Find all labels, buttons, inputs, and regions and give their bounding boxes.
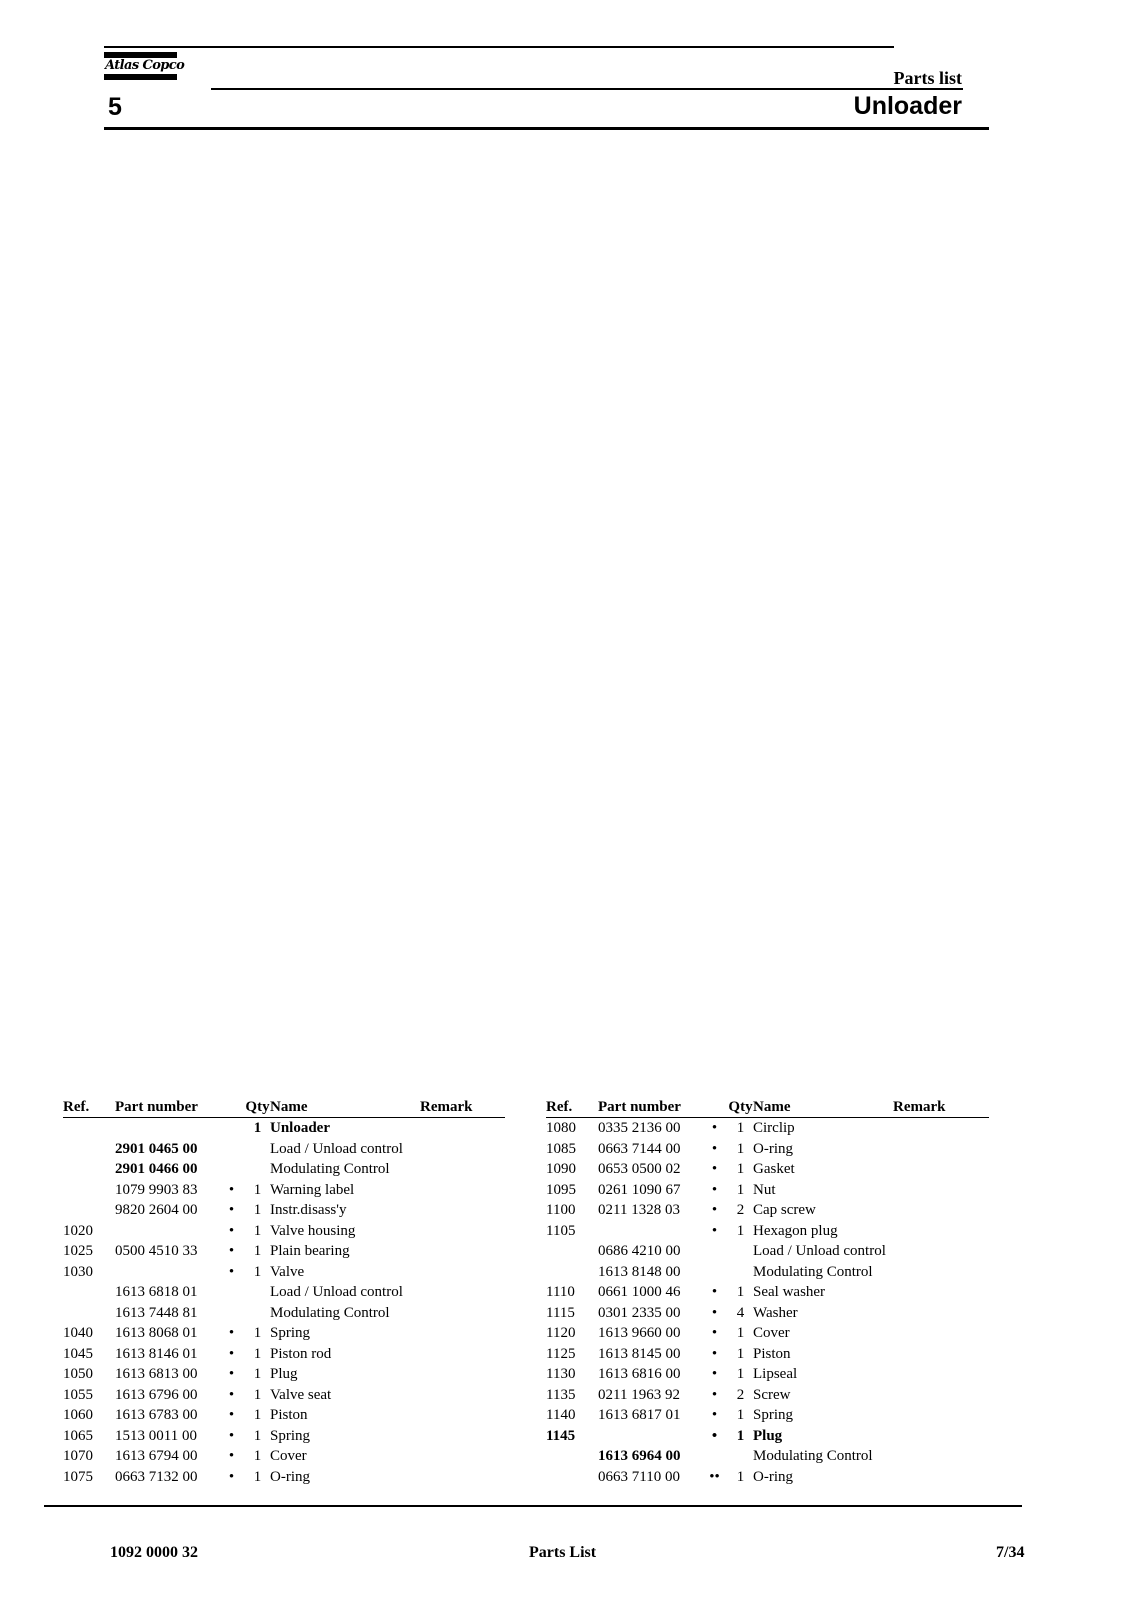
part-number-cell: 9820 2604 00 [115,1202,198,1218]
name-cell: Circlip [753,1120,795,1136]
level-marker: • [711,1222,718,1239]
part-number-cell: 0653 0500 02 [598,1161,681,1177]
col-header-qty: Qty [245,1098,270,1118]
level-marker: • [711,1427,718,1444]
remark-cell [893,1426,989,1447]
ref-cell [63,1200,115,1221]
remark-cell [420,1446,505,1467]
remark-cell [420,1180,505,1201]
table-row [546,1323,989,1344]
ref-cell [63,1118,115,1139]
name-cell: Valve seat [270,1386,332,1403]
header-bottom-rule [104,127,989,130]
ref-cell: 1120 [546,1325,576,1341]
part-number-cell: 1613 6964 00 [598,1448,681,1464]
name-cell: Hexagon plug [753,1222,838,1239]
table-row [546,1241,989,1262]
ref-cell: 1130 [546,1366,576,1382]
part-number-cell: 1613 8146 01 [115,1345,198,1362]
level-marker: • [228,1366,235,1382]
table-row [63,1303,505,1324]
table-row [63,1180,505,1201]
qty-cell: 1 [736,1407,745,1423]
remark-cell [420,1282,505,1303]
qty-cell: 1 [253,1427,262,1444]
ref-cell: 1100 [546,1202,576,1218]
ref-cell: 1045 [63,1345,93,1362]
remark-cell [893,1159,989,1180]
part-number-cell: 1613 8148 00 [598,1263,681,1280]
name-cell: Modulating Control [270,1304,390,1321]
top-rule [104,46,894,48]
name-cell: Spring [270,1427,311,1444]
part-number-cell: 1613 6796 00 [115,1386,198,1403]
part-number-cell [598,1221,701,1242]
remark-cell [893,1385,989,1406]
name-cell: Cap screw [753,1202,816,1218]
qty-cell: 1 [253,1448,262,1464]
part-number-cell: 1613 8145 00 [598,1345,681,1362]
name-cell: Instr.disass'y [270,1202,347,1218]
ref-cell: 1020 [63,1222,93,1239]
part-number-cell: 2901 0466 00 [115,1161,198,1177]
footer-page-number: 7/34 [996,1544,1025,1561]
name-cell: Warning label [270,1181,355,1198]
table-row [546,1221,989,1242]
part-number-cell: 0663 7132 00 [115,1468,198,1485]
level-marker: • [711,1386,718,1403]
remark-cell [420,1139,505,1160]
part-number-cell [115,1221,218,1242]
name-cell: Plain bearing [270,1243,350,1259]
ref-cell [63,1139,115,1160]
name-cell: Lipseal [753,1366,798,1382]
remark-cell [420,1303,505,1324]
part-number-cell [115,1118,218,1139]
part-number-cell: 0663 7144 00 [598,1140,681,1157]
level-marker: • [711,1202,718,1218]
table-row [546,1159,989,1180]
table-row [546,1139,989,1160]
part-number-cell: 0335 2136 00 [598,1120,681,1136]
qty-cell: 1 [736,1140,745,1157]
ref-cell: 1065 [63,1427,93,1444]
level-marker: • [711,1345,718,1362]
ref-cell [546,1262,598,1283]
table-row [546,1467,989,1488]
ref-cell: 1040 [63,1325,93,1341]
remark-cell [420,1262,505,1283]
name-cell: Seal washer [753,1284,826,1300]
table-row [63,1139,505,1160]
remark-cell [893,1180,989,1201]
name-cell: Piston [270,1407,308,1423]
name-cell: Washer [753,1304,798,1321]
level-marker: • [228,1181,235,1198]
part-number-cell: 1613 9660 00 [598,1325,681,1341]
name-cell: Gasket [753,1161,795,1177]
remark-cell [893,1200,989,1221]
level-marker: • [711,1181,718,1198]
remark-cell [420,1405,505,1426]
atlas-copco-logo [104,52,185,80]
footer-center-label: Parts List [529,1544,597,1561]
page-title: Unloader [853,92,962,120]
ref-cell: 1050 [63,1366,93,1382]
name-cell: Modulating Control [753,1448,873,1464]
level-marker: • [228,1427,235,1444]
table-row [63,1282,505,1303]
col-header-part-number: Part number [115,1098,218,1118]
level-marker: • [711,1407,718,1423]
ref-cell [63,1159,115,1180]
level-marker [218,1282,245,1303]
part-number-cell: 0211 1328 03 [598,1202,680,1218]
table-row [63,1446,505,1467]
qty-cell: 1 [253,1243,262,1259]
table-row [63,1364,505,1385]
remark-cell [420,1323,505,1344]
part-number-cell: 1613 7448 81 [115,1304,198,1321]
qty-cell: 1 [253,1468,262,1485]
table-row [63,1159,505,1180]
level-marker: • [228,1202,235,1218]
part-number-cell: 1613 6818 01 [115,1284,198,1300]
remark-cell [420,1241,505,1262]
parts-table-left [63,1098,505,1487]
table-header-row [546,1098,989,1118]
level-marker: • [711,1304,718,1321]
table-row [546,1303,989,1324]
ref-cell: 1060 [63,1407,93,1423]
remark-cell [893,1467,989,1488]
remark-cell [420,1159,505,1180]
col-header-ref: Ref. [546,1098,598,1118]
title-rule [211,88,963,90]
col-header-qty: Qty [728,1098,753,1118]
part-number-cell: 1613 6816 00 [598,1366,681,1382]
ref-cell: 1140 [546,1407,576,1423]
qty-cell: 1 [736,1345,745,1362]
part-number-cell: 0261 1090 67 [598,1181,681,1198]
name-cell: Nut [753,1181,776,1198]
ref-cell: 1070 [63,1448,93,1464]
part-number-cell [598,1426,701,1447]
col-header-ref: Ref. [63,1098,115,1118]
level-marker [701,1446,728,1467]
col-header-part-number: Part number [598,1098,701,1118]
qty-cell: 1 [253,1366,262,1382]
ref-cell: 1075 [63,1468,93,1485]
remark-cell [893,1139,989,1160]
remark-cell [420,1426,505,1447]
table-header-row [63,1098,505,1118]
table-row [63,1200,505,1221]
level-marker: •• [709,1468,720,1485]
remark-cell [893,1446,989,1467]
table-row [63,1405,505,1426]
ref-cell: 1115 [546,1304,575,1321]
ref-cell: 1080 [546,1120,576,1136]
remark-cell [893,1262,989,1283]
table-row [63,1118,505,1139]
level-marker [218,1118,245,1139]
name-cell: Piston [753,1345,791,1362]
qty-cell: 1 [736,1120,745,1136]
qty-cell: 2 [736,1202,745,1218]
part-number-cell: 0663 7110 00 [598,1468,680,1485]
qty-cell [245,1303,270,1324]
name-cell: Screw [753,1386,791,1403]
remark-cell [893,1241,989,1262]
col-header-name: Name [270,1098,420,1118]
remark-cell [420,1344,505,1365]
qty-cell: 1 [736,1366,745,1382]
table-row [546,1180,989,1201]
qty-cell: 1 [253,1325,262,1341]
remark-cell [420,1385,505,1406]
remark-cell [893,1282,989,1303]
name-cell: Load / Unload control [270,1284,403,1300]
part-number-cell: 1613 6813 00 [115,1366,198,1382]
ref-cell [63,1282,115,1303]
name-cell: O-ring [753,1140,793,1157]
remark-cell [893,1303,989,1324]
level-marker: • [228,1325,235,1341]
name-cell: O-ring [753,1468,793,1485]
part-number-cell: 2901 0465 00 [115,1140,198,1157]
qty-cell: 1 [253,1202,262,1218]
ref-cell [63,1303,115,1324]
remark-cell [420,1118,505,1139]
table-row [63,1241,505,1262]
ref-cell [546,1446,598,1467]
ref-cell [63,1180,115,1201]
level-marker: • [711,1325,718,1341]
level-marker: • [228,1345,235,1362]
qty-cell: 1 [736,1181,745,1198]
qty-cell: 1 [736,1161,745,1177]
table-row [546,1262,989,1283]
remark-cell [893,1118,989,1139]
name-cell: Modulating Control [270,1161,390,1177]
remark-cell [893,1344,989,1365]
qty-cell [245,1139,270,1160]
ref-cell: 1110 [546,1284,575,1300]
qty-cell [728,1262,753,1283]
parts-table-right [546,1098,989,1487]
level-marker: • [228,1386,235,1403]
remark-cell [893,1221,989,1242]
ref-cell: 1105 [546,1222,576,1239]
level-marker: • [228,1263,235,1280]
name-cell: Spring [270,1325,311,1341]
col-header-remark: Remark [420,1098,505,1118]
qty-cell: 1 [253,1120,262,1136]
level-marker: • [228,1222,235,1239]
footer-rule [44,1505,1022,1507]
level-marker [218,1139,245,1160]
level-marker [701,1262,728,1283]
ref-cell: 1090 [546,1161,576,1177]
table-row [546,1118,989,1139]
name-cell: Cover [270,1448,307,1464]
part-number-cell: 0301 2335 00 [598,1304,681,1321]
remark-cell [420,1364,505,1385]
qty-cell [728,1446,753,1467]
ref-cell: 1095 [546,1181,576,1198]
ref-cell: 1085 [546,1140,576,1157]
ref-cell: 1125 [546,1345,576,1362]
col-header-name: Name [753,1098,893,1118]
qty-cell: 1 [736,1468,745,1485]
qty-cell: 1 [253,1386,262,1403]
table-row [546,1385,989,1406]
level-marker [218,1303,245,1324]
remark-cell [893,1405,989,1426]
table-row [63,1323,505,1344]
col-header-remark: Remark [893,1098,989,1118]
qty-cell: 1 [736,1325,745,1341]
remark-cell [420,1200,505,1221]
table-row [546,1426,989,1447]
part-number-cell: 0211 1963 92 [598,1386,680,1403]
part-number-cell: 0661 1000 46 [598,1284,681,1300]
ref-cell: 1025 [63,1243,93,1259]
qty-cell: 2 [736,1386,745,1403]
level-marker [218,1159,245,1180]
part-number-cell: 1613 8068 01 [115,1325,198,1341]
qty-cell: 1 [736,1222,745,1239]
table-row [63,1221,505,1242]
name-cell: Spring [753,1407,794,1423]
qty-cell: 4 [736,1304,745,1321]
level-marker: • [228,1448,235,1464]
table-row [63,1262,505,1283]
remark-cell [420,1467,505,1488]
ref-cell: 1055 [63,1386,93,1403]
table-row [63,1385,505,1406]
qty-cell: 1 [253,1407,262,1423]
table-row [63,1344,505,1365]
name-cell: O-ring [270,1468,310,1485]
table-row [546,1282,989,1303]
qty-cell: 1 [736,1284,745,1300]
qty-cell: 1 [253,1345,262,1362]
level-marker: • [711,1140,718,1157]
remark-cell [893,1323,989,1344]
name-cell: Unloader [270,1120,330,1136]
level-marker: • [711,1120,718,1136]
table-row [546,1200,989,1221]
qty-cell [728,1241,753,1262]
qty-cell [245,1282,270,1303]
name-cell: Valve [270,1263,305,1280]
level-marker: • [711,1366,718,1382]
remark-cell [893,1364,989,1385]
name-cell: Valve housing [270,1222,356,1239]
table-row [63,1467,505,1488]
qty-cell: 1 [253,1181,262,1198]
name-cell: Load / Unload control [270,1140,403,1157]
level-marker: • [711,1161,718,1177]
remark-cell [420,1221,505,1242]
level-marker: • [228,1407,235,1423]
part-number-cell: 1613 6783 00 [115,1407,198,1423]
ref-cell: 1135 [546,1386,576,1403]
part-number-cell: 1513 0011 00 [115,1427,197,1444]
ref-cell [546,1241,598,1262]
table-row [546,1344,989,1365]
footer-doc-number: 1092 0000 32 [110,1544,198,1561]
table-row [546,1364,989,1385]
chapter-number: 5 [108,93,122,121]
ref-cell [546,1467,598,1488]
level-marker: • [228,1243,235,1259]
ref-cell: 1145 [546,1427,576,1444]
qty-cell: 1 [253,1222,262,1239]
level-marker [701,1241,728,1262]
table-row [546,1446,989,1467]
table-row [546,1405,989,1426]
part-number-cell: 1613 6794 00 [115,1448,198,1464]
name-cell: Load / Unload control [753,1243,886,1259]
name-cell: Modulating Control [753,1263,873,1280]
page-subtitle: Parts list [893,68,962,88]
part-number-cell: 1613 6817 01 [598,1407,681,1423]
qty-cell: 1 [253,1263,262,1280]
qty-cell [245,1159,270,1180]
qty-cell: 1 [736,1427,745,1444]
logo-text: Atlas Copco [105,58,185,73]
name-cell: Plug [270,1366,298,1382]
part-number-cell [115,1262,218,1283]
level-marker: • [711,1284,718,1300]
ref-cell: 1030 [63,1263,93,1280]
table-row [63,1426,505,1447]
name-cell: Piston rod [270,1345,332,1362]
name-cell: Cover [753,1325,790,1341]
part-number-cell: 0500 4510 33 [115,1243,198,1259]
part-number-cell: 1079 9903 83 [115,1181,198,1198]
name-cell: Plug [753,1427,783,1444]
part-number-cell: 0686 4210 00 [598,1243,681,1259]
level-marker: • [228,1468,235,1485]
